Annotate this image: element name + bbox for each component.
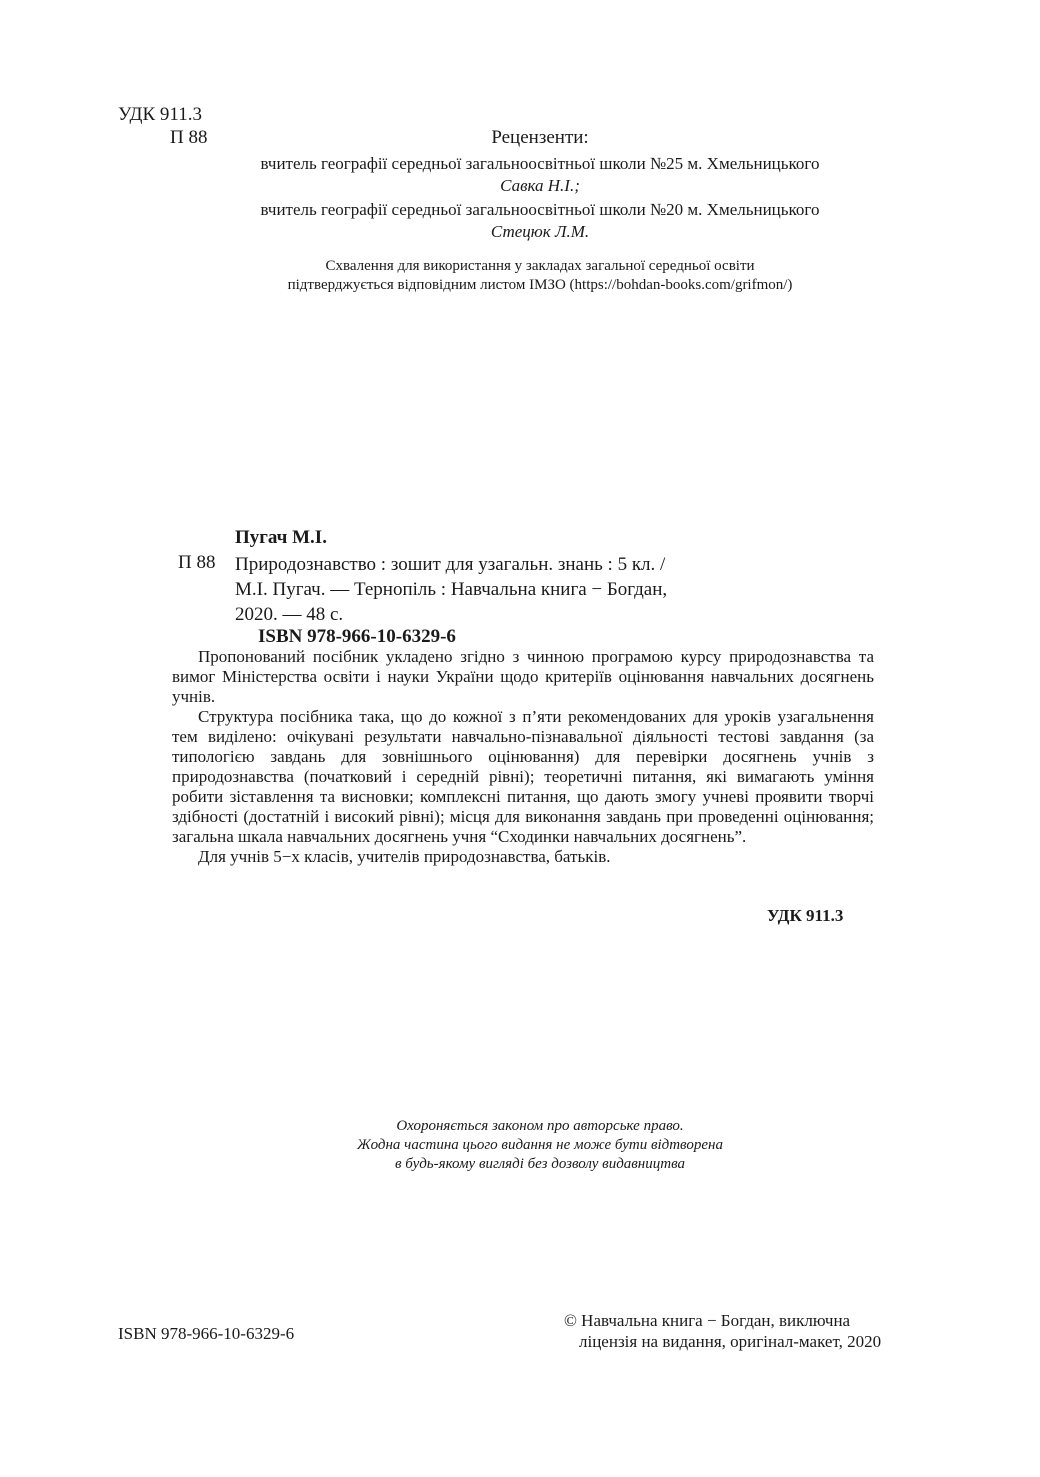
publisher-line-1: © Навчальна книга − Богдан, виключна — [564, 1311, 851, 1330]
biblio-line-1: Природознавство : зошит для узагальн. знань : 5 кл. / — [235, 554, 666, 575]
copyright-line-2: Жодна частина цього видання не може бути відтворена — [357, 1137, 723, 1153]
reviewer-2-position: вчитель географії середньої загальноосвітньої школи №20 м. Хмельницького — [260, 200, 820, 219]
abstract-paragraph-3: Для учнів 5−х класів, учителів природознавства, батьків. — [198, 847, 611, 866]
approval-line-1: Схвалення для використання у закладах загальної середньої освіти — [325, 258, 755, 274]
reviewer-1-position: вчитель географії середньої загальноосвітньої школи №25 м. Хмельницького — [260, 154, 820, 173]
abstract-paragraph-1: Пропонований посібник укладено згідно з чинною програмою курсу природознавства та вимог Міністерства освіти і науки України щодо критеріїв оцінювання навчальних досягнень учнів. — [172, 647, 874, 706]
reviewer-1 — [180, 153, 900, 197]
copyright-notice — [180, 1117, 900, 1174]
biblio-line-2: М.І. Пугач. — Тернопіль : Навчальна книга − Богдан, — [235, 579, 668, 600]
reviewer-2 — [180, 199, 900, 243]
copyright-line-3: в будь-якому вигляді без дозволу видавництва — [395, 1156, 685, 1172]
reviewer-1-name: Савка Н.І.; — [500, 176, 580, 195]
approval-line-2: підтверджується відповідним листом ІМЗО (https://bohdan-books.com/grifmon/) — [287, 277, 793, 293]
author-mark: П 88 — [178, 552, 216, 573]
biblio-line-3: 2020. — 48 с. — [235, 604, 344, 625]
isbn-footer: ISBN 978-966-10-6329-6 — [118, 1324, 295, 1343]
publisher-copyright — [564, 1310, 881, 1352]
bibliographic-description — [235, 552, 795, 627]
abstract — [172, 647, 874, 867]
isbn-main: ISBN 978-966-10-6329-6 — [258, 626, 456, 647]
publisher-line-2: ліцензія на видання, оригінал-макет, 2020 — [579, 1332, 882, 1351]
abstract-paragraph-2: Структура посібника така, що до кожної з п’яти рекомендованих для уроків узагальнення тем виділено: очікувані результати навчально-пізнавальної діяльності тестові завдання (за типологією завдань для зовнішнього оцінювання) для перевірки досягнень учнів з природознавства (початковий і середній рівні); теоретичні питання, які вимагають уміння робити зіставлення та висновки; комплексні питання, що дають змогу учневі проявити творчі здібності (достатній і високий рівні); місця для виконання завдань при проведенні оцінювання; загальна шкала навчальних досягнень учня “Сходинки навчальних досягнень”. — [172, 707, 874, 846]
reviewer-2-name: Стецюк Л.М. — [490, 222, 590, 241]
author-name: Пугач М.І. — [235, 527, 327, 548]
udk-code-right: УДК 911.3 — [767, 906, 844, 925]
reviewers-title: Рецензенти: — [491, 127, 589, 148]
approval-note — [180, 257, 900, 295]
udk-code-top: УДК 911.3 — [118, 104, 202, 125]
copyright-line-1: Охороняється законом про авторське право. — [396, 1118, 684, 1134]
author-mark-top: П 88 — [170, 127, 208, 148]
